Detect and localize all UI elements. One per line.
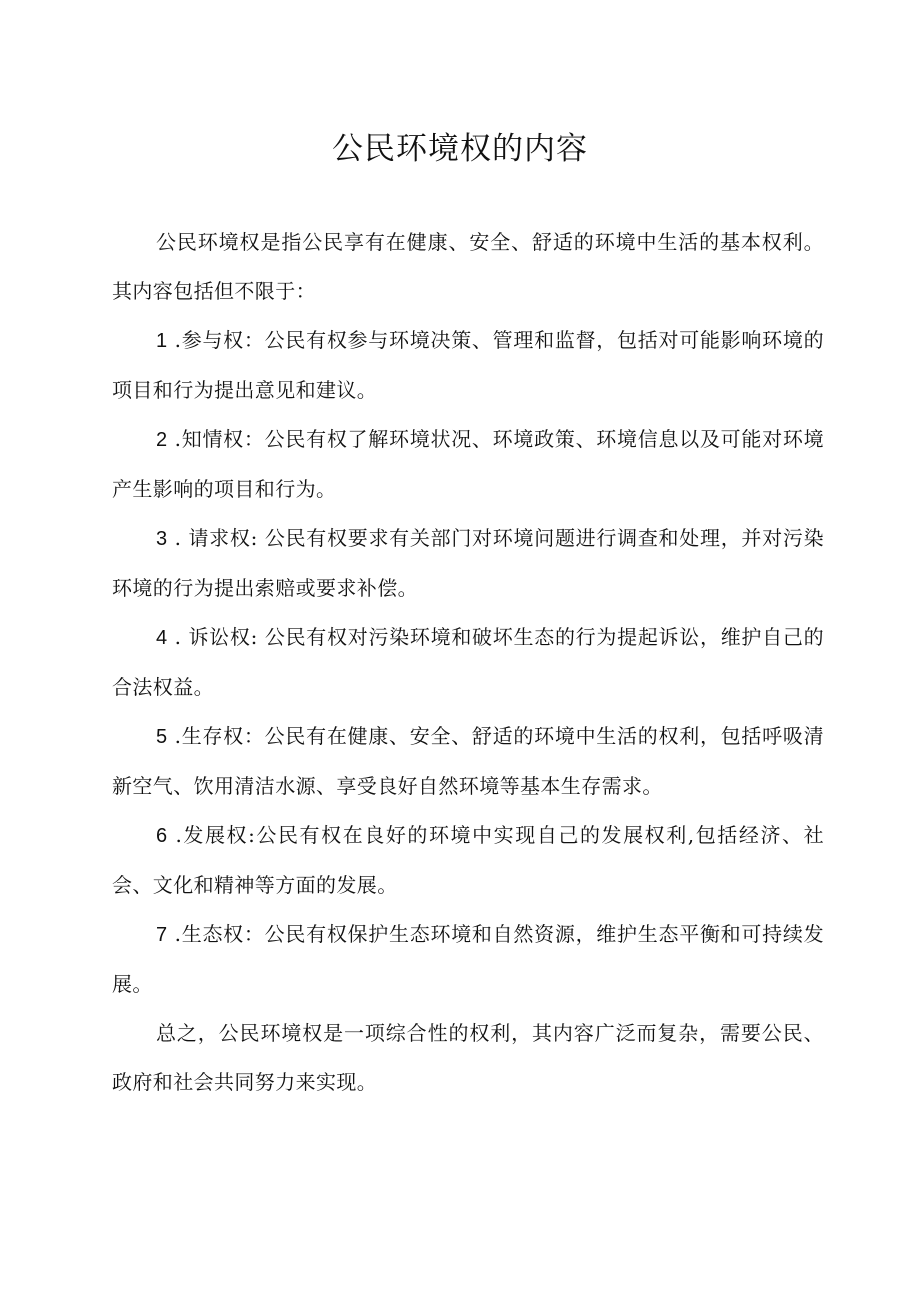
list-item [112,811,824,910]
item-number: 6 [156,825,168,847]
page-title: 公民环境权的内容 [332,131,588,167]
item-text: .发展权:公民有权在良好的环境中实现自己的发展权利,包括经济、社会、文化和精神等方面的发展。 [112,823,824,897]
item-number: 4 [156,627,168,649]
conclusion-paragraph: 总之，公民环境权是一项综合性的权利，其内容广泛而复杂，需要公民、政府和社会共同努力来实现。 [112,1021,824,1094]
item-number: 1 [156,330,168,352]
list-item [112,613,824,712]
document-body [112,218,824,1107]
item-text: .参与权：公民有权参与环境决策、管理和监督，包括对可能影响环境的项目和行为提出意见和建议。 [112,328,824,402]
list-item [112,514,824,613]
list-item [112,316,824,415]
item-number: 2 [156,429,168,451]
item-text: . 请求权: 公民有权要求有关部门对环境问题进行调查和处理，并对污染环境的行为提出索赔或要求补偿。 [112,526,824,600]
list-item [112,712,824,811]
list-item [112,415,824,514]
item-text: . 诉讼权: 公民有权对污染环境和破坏生态的行为提起诉讼，维护自己的合法权益。 [112,625,824,699]
item-text: .知情权：公民有权了解环境状况、环境政策、环境信息以及可能对环境产生影响的项目和行为。 [112,427,824,501]
item-number: 5 [156,726,168,748]
intro-paragraph: 公民环境权是指公民享有在健康、安全、舒适的环境中生活的基本权利。其内容包括但不限于： [112,230,824,303]
item-number: 7 [156,924,168,946]
item-number: 3 [156,528,168,550]
item-text: .生存权：公民有在健康、安全、舒适的环境中生活的权利，包括呼吸清新空气、饮用清洁水源、享受良好自然环境等基本生存需求。 [112,724,824,798]
item-text: .生态权：公民有权保护生态环境和自然资源，维护生态平衡和可持续发展。 [112,922,824,996]
list-item [112,910,824,1009]
